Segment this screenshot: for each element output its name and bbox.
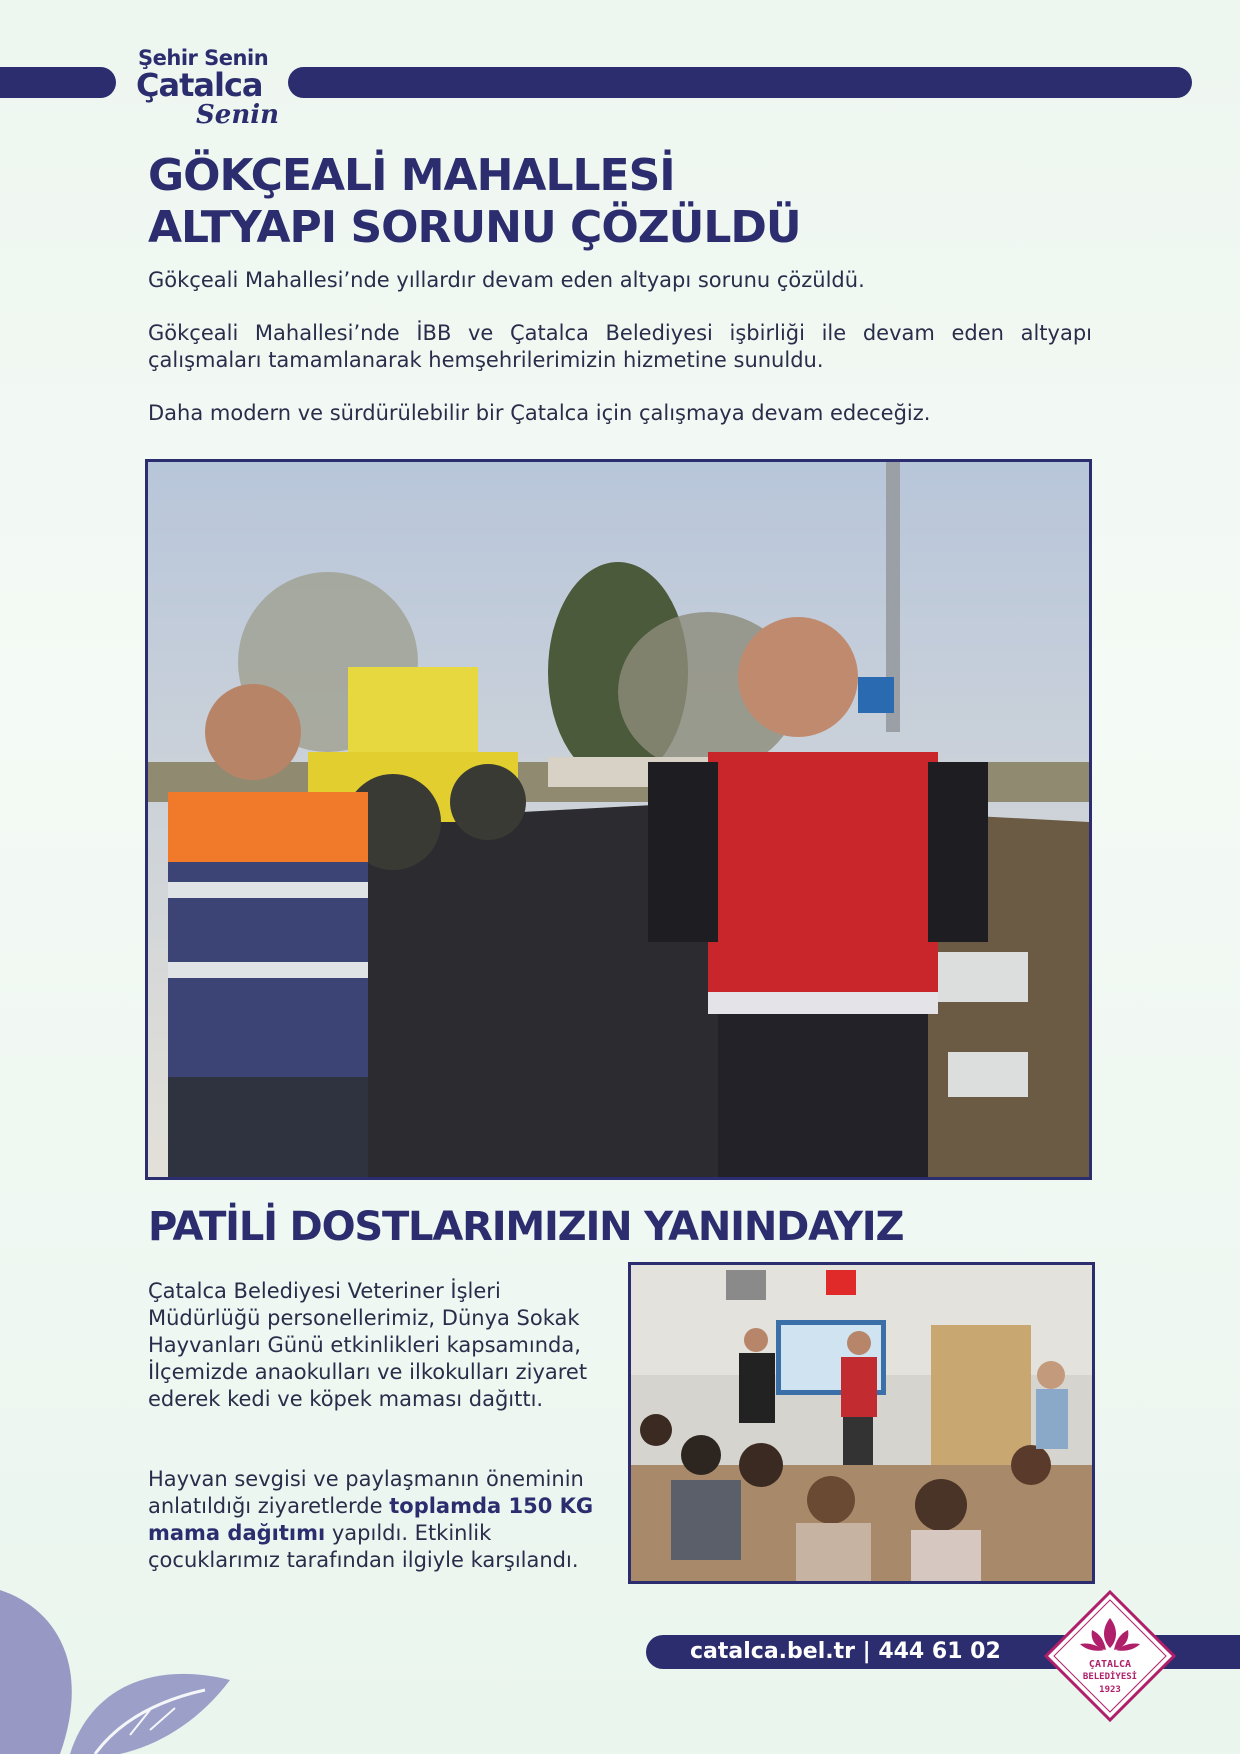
sehir-senin-catalca-logo bbox=[132, 44, 282, 134]
decorative-leaf-icon bbox=[0, 1530, 230, 1754]
article2-title: PATİLİ DOSTLARIMIZIN YANINDAYIZ bbox=[148, 1204, 904, 1250]
article1-paragraph1: Gökçeali Mahallesi’nde yıllardır devam eden altyapı sorunu çözüldü. bbox=[148, 268, 865, 292]
classroom-visit-photo-illustration bbox=[631, 1265, 1092, 1581]
article1-title bbox=[148, 150, 1048, 254]
article1-paragraph2: Gökçeali Mahallesi’nde İBB ve Çatalca Belediyesi işbirliği ile devam eden altyapı çalışmaları tamamlanarak hemşehrilerimizin hizmetine sunuldu. bbox=[148, 321, 1092, 372]
logo-line-2: Çatalca bbox=[136, 66, 263, 104]
classroom-visit-photo bbox=[628, 1262, 1095, 1584]
header-bar-right bbox=[288, 67, 1192, 98]
article1-title-line1: GÖKÇEALİ MAHALLESİ bbox=[148, 150, 675, 201]
article1-title-line2: ALTYAPI SORUNU ÇÖZÜLDÜ bbox=[148, 202, 801, 253]
article2-paragraph2-after: yapıldı. Etkinlik çocuklarımız tarafından ilgiyle karşılandı. bbox=[148, 1521, 579, 1572]
emblem-line1: ÇATALCA bbox=[1088, 1659, 1132, 1670]
article2-paragraph2-before: Hayvan sevgisi ve paylaşmanın öneminin anlatıldığı ziyaretlerde bbox=[148, 1467, 584, 1518]
catalca-belediyesi-emblem bbox=[1042, 1588, 1178, 1724]
article2-paragraph1: Çatalca Belediyesi Veteriner İşleri Müdürlüğü personellerimiz, Dünya Sokak Hayvanları Günü etkinlikleri kapsamında, İlçemizde anaokulları ve ilkokulları ziyaret ederek kedi ve köpek maması dağıttı. bbox=[148, 1279, 588, 1411]
road-works-photo-illustration bbox=[148, 462, 1089, 1177]
footer-contact-text[interactable]: catalca.bel.tr | 444 61 02 bbox=[690, 1639, 1001, 1664]
road-works-photo bbox=[145, 459, 1092, 1180]
logo-line-1: Şehir Senin bbox=[138, 46, 269, 70]
emblem-line2: BELEDİYESİ bbox=[1082, 1672, 1138, 1682]
article1-paragraph3: Daha modern ve sürdürülebilir bir Çatalca için çalışmaya devam edeceğiz. bbox=[148, 401, 931, 425]
logo-line-3: Senin bbox=[196, 100, 280, 130]
header-bar-left bbox=[0, 67, 116, 98]
article2-paragraph2-highlight: toplamda 150 KG mama dağıtımı bbox=[148, 1494, 594, 1545]
emblem-year: 1923 bbox=[1099, 1685, 1121, 1695]
